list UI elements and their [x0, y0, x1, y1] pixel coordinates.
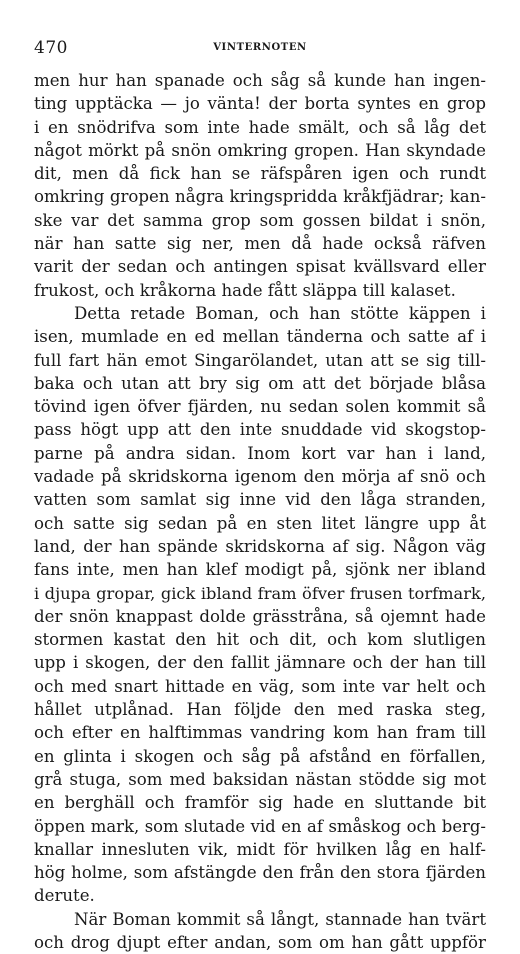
text-line: i en snödrifva som inte hade smält, och så låg det — [34, 117, 486, 137]
text-line: stormen kastat den hit och dit, och kom slutligen — [34, 630, 486, 650]
text-line: vadade på skridskorna igenom den mörja af snö och — [34, 467, 486, 487]
text-line: hållet utplånad. Han följde den med raska steg, — [34, 700, 486, 720]
text-line: tövind igen öfver fjärden, nu sedan solen kommit så — [34, 397, 486, 417]
text-line: knallar innesluten vik, midt för hvilken låg en half- — [34, 839, 486, 859]
text-line: och satte sig sedan på en sten litet längre upp åt — [34, 513, 486, 533]
text-line: men hur han spanade och såg så kunde han ingen- — [34, 71, 486, 90]
text-line: något mörkt på snön omkring gropen. Han skyndade — [34, 140, 486, 160]
text-line: en glinta i skogen och såg på afstånd en förfallen, — [34, 746, 486, 766]
text-line: parne på andra sidan. Inom kort var han i land, — [34, 443, 486, 463]
text-line: och efter en halftimmas vandring kom han fram till — [34, 723, 486, 743]
running-head: VINTERNOTEN — [213, 42, 307, 53]
text-line: isen, mumlade en ed mellan tänderna och satte af i — [34, 327, 486, 347]
page-number: 470 — [34, 38, 68, 58]
text-line: när han satte sig ner, men då hade också räfven — [34, 234, 486, 254]
text-line: der snön knappast dolde grässtråna, så ojemnt hade — [34, 606, 486, 626]
text-line: ting upptäcka — jo vänta! der borta syntes en grop — [34, 94, 486, 114]
text-line: full fart hän emot Singarölandet, utan att se sig till- — [34, 350, 486, 370]
text-line: Detta retade Boman, och han stötte käppen i — [74, 303, 486, 323]
text-line: upp i skogen, der den fallit jämnare och der han till — [34, 653, 486, 673]
text-line: derute. — [34, 886, 95, 906]
text-line: omkring gropen några kringspridda kråkfjädrar; kan- — [34, 187, 486, 207]
text-line: vatten som samlat sig inne vid den låga stranden, — [34, 490, 486, 510]
text-line: frukost, och kråkorna hade fått släppa till kalaset. — [34, 280, 456, 300]
body-text — [34, 69, 486, 954]
text-line: varit der sedan och antingen spisat kvällsvard eller — [34, 257, 486, 277]
text-line: i djupa gropar, gick ibland fram öfver frusen torfmark, — [34, 583, 486, 603]
text-line: grå stuga, som med baksidan nästan stödde sig mot — [34, 769, 486, 789]
text-line: När Boman kommit så långt, stannade han tvärt — [74, 909, 486, 929]
text-line: hög holme, som afstängde den från den stora fjärden — [34, 863, 486, 883]
text-line: en berghäll och framför sig hade en sluttande bit — [34, 793, 486, 813]
text-line: land, der han spände skridskorna af sig. Någon väg — [34, 536, 486, 556]
text-line: pass högt upp att den inte snuddade vid skogstop- — [34, 420, 486, 440]
text-line: öppen mark, som slutade vid en af småskog och berg- — [34, 816, 486, 836]
text-line: och med snart hittade en väg, som inte var helt och — [34, 676, 486, 696]
text-line: fans inte, men han klef modigt på, sjönk ner ibland — [34, 560, 486, 580]
text-line: baka och utan att bry sig om att det började blåsa — [34, 373, 486, 393]
page-header — [34, 38, 486, 62]
text-line: dit, men då fick han se räfspåren igen och rundt — [34, 164, 486, 184]
text-line: ske var det samma grop som gossen bildat i snön, — [34, 210, 486, 230]
text-line: och drog djupt efter andan, som om han gått uppför — [34, 932, 486, 952]
